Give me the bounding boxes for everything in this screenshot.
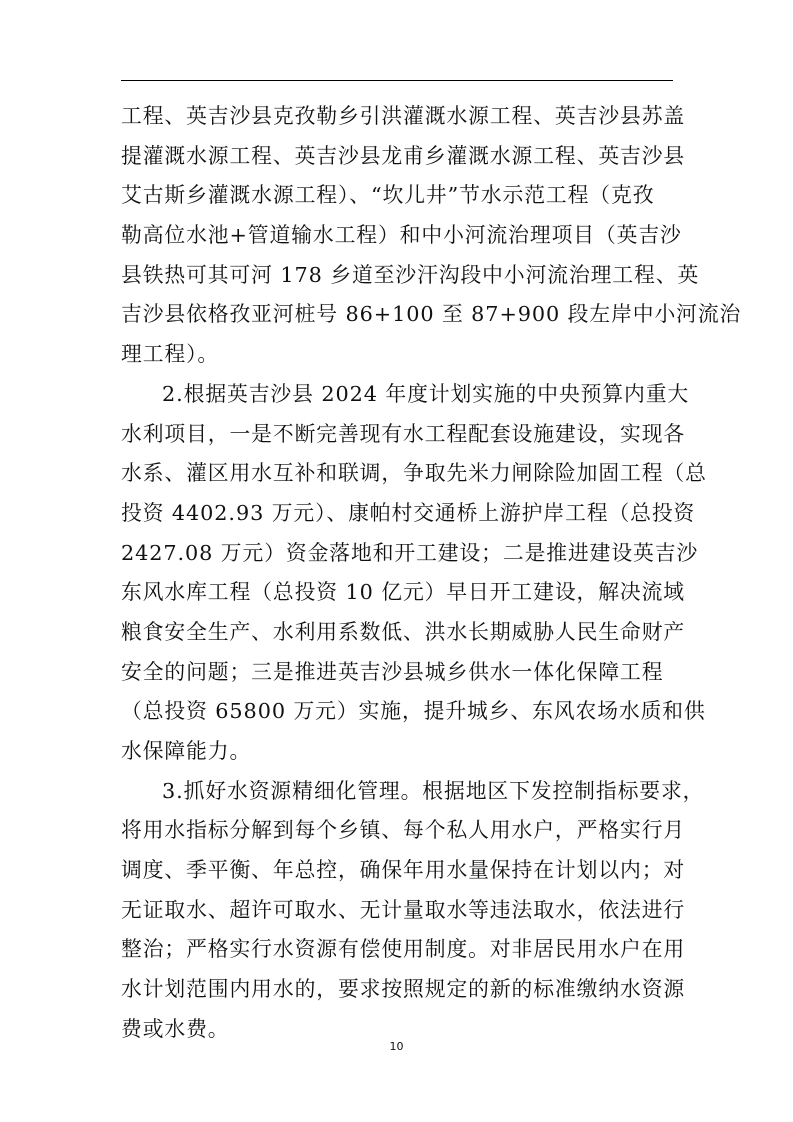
paragraph-2-first-line: 2.根据英吉沙县 2024 年度计划实施的中央预算内重大 bbox=[162, 381, 690, 406]
text-line: 整治；严格实行水资源有偿使用制度。对非居民用水户在用 bbox=[121, 937, 686, 962]
text-line: 工程、英吉沙县克孜勒乡引洪灌溉水源工程、英吉沙县苏盖 bbox=[121, 104, 686, 128]
body-text bbox=[121, 97, 742, 1050]
text-line: 粮食安全生产、水利用系数低、洪水长期威胁人民生命财产 bbox=[121, 619, 686, 644]
paragraph-3-first-line: 3.抓好水资源精细化管理。根据地区下发控制指标要求， bbox=[162, 778, 705, 803]
text-line: 调度、季平衡、年总控，确保年用水量保持在计划以内；对 bbox=[121, 858, 686, 883]
text-line: （总投资 65800 万元）实施，提升城乡、东风农场水质和供 bbox=[121, 699, 706, 724]
text-line: 勒高位水池+管道输水工程）和中小河流治理项目（英吉沙 bbox=[121, 223, 682, 248]
header-rule bbox=[121, 80, 673, 81]
text-line: 理工程）。 bbox=[121, 342, 220, 367]
text-line: 水系、灌区用水互补和联调，争取先米力闸除险加固工程（总 bbox=[121, 461, 707, 486]
text-line: 无证取水、超许可取水、无计量取水等违法取水，依法进行 bbox=[121, 897, 686, 922]
text-line: 吉沙县依格孜亚河桩号 86+100 至 87+900 段左岸中小河流治 bbox=[121, 302, 742, 327]
text-line: 水利项目，一是不断完善现有水工程配套设施建设，实现各 bbox=[121, 421, 686, 446]
text-line: 艾古斯乡灌溉水源工程）、“坎儿井”节水示范工程（克孜 bbox=[121, 183, 655, 208]
text-line: 县铁热可其可河 178 乡道至沙汗沟段中小河流治理工程、英 bbox=[121, 262, 700, 287]
text-line: 水保障能力。 bbox=[121, 739, 252, 763]
text-line: 提灌溉水源工程、英吉沙县龙甫乡灌溉水源工程、英吉沙县 bbox=[121, 143, 686, 168]
text-line: 投资 4402.93 万元）、康帕村交通桥上游护岸工程（总投资 bbox=[121, 500, 696, 525]
page-number: 10 bbox=[389, 1040, 404, 1053]
text-line: 费或水费。 bbox=[121, 1016, 230, 1041]
text-line: 东风水库工程（总投资 10 亿元）早日开工建设，解决流域 bbox=[121, 580, 686, 605]
text-line: 水计划范围内用水的，要求按照规定的新的标准缴纳水资源 bbox=[121, 977, 686, 1002]
text-line: 安全的问题；三是推进英吉沙县城乡供水一体化保障工程 bbox=[121, 659, 664, 684]
text-line: 将用水指标分解到每个乡镇、每个私人用水户，严格实行月 bbox=[121, 818, 686, 843]
text-line: 2427.08 万元）资金落地和开工建设；二是推进建设英吉沙 bbox=[121, 540, 699, 565]
